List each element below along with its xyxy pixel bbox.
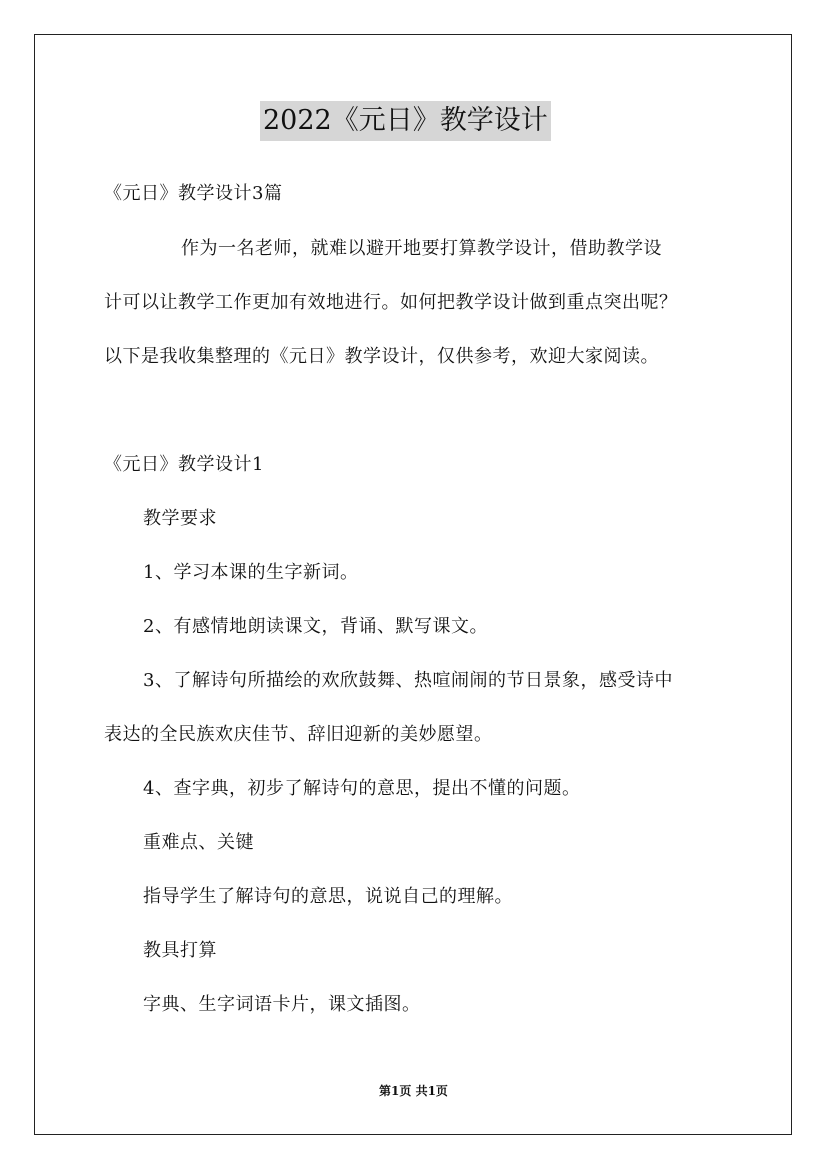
requirement-item: 3、了解诗句所描绘的欢欣鼓舞、热喧闹闹的节日景象，感受诗中 xyxy=(143,670,673,691)
key-points-heading: 重难点、关键 xyxy=(143,832,254,853)
requirement-item: 2、有感情地朗读课文，背诵、默写课文。 xyxy=(143,616,488,637)
teaching-aids-heading: 教具打算 xyxy=(143,940,217,961)
requirement-item: 1、学习本课的生字新词。 xyxy=(143,562,359,583)
document-title: 2022《元日》教学设计 xyxy=(260,101,551,141)
requirement-item-continued: 表达的全民族欢庆佳节、辞旧迎新的美妙愿望。 xyxy=(104,724,493,745)
requirements-heading: 教学要求 xyxy=(143,508,217,529)
document-subtitle: 《元日》教学设计3篇 xyxy=(104,183,283,204)
section-heading: 《元日》教学设计1 xyxy=(104,454,264,475)
requirement-item: 4、查字典，初步了解诗句的意思，提出不懂的问题。 xyxy=(143,778,581,799)
intro-line-1: 作为一名老师，就难以避开地要打算教学设计，借助教学设 xyxy=(181,238,662,259)
key-points-text: 指导学生了解诗句的意思，说说自己的理解。 xyxy=(143,886,513,907)
intro-line-3: 以下是我收集整理的《元日》教学设计，仅供参考，欢迎大家阅读。 xyxy=(104,346,659,367)
intro-line-2: 计可以让教学工作更加有效地进行。如何把教学设计做到重点突出呢？ xyxy=(104,292,678,313)
page-number-footer: 第1页 共1页 xyxy=(379,1084,448,1098)
teaching-aids-text: 字典、生字词语卡片，课文插图。 xyxy=(143,994,421,1015)
